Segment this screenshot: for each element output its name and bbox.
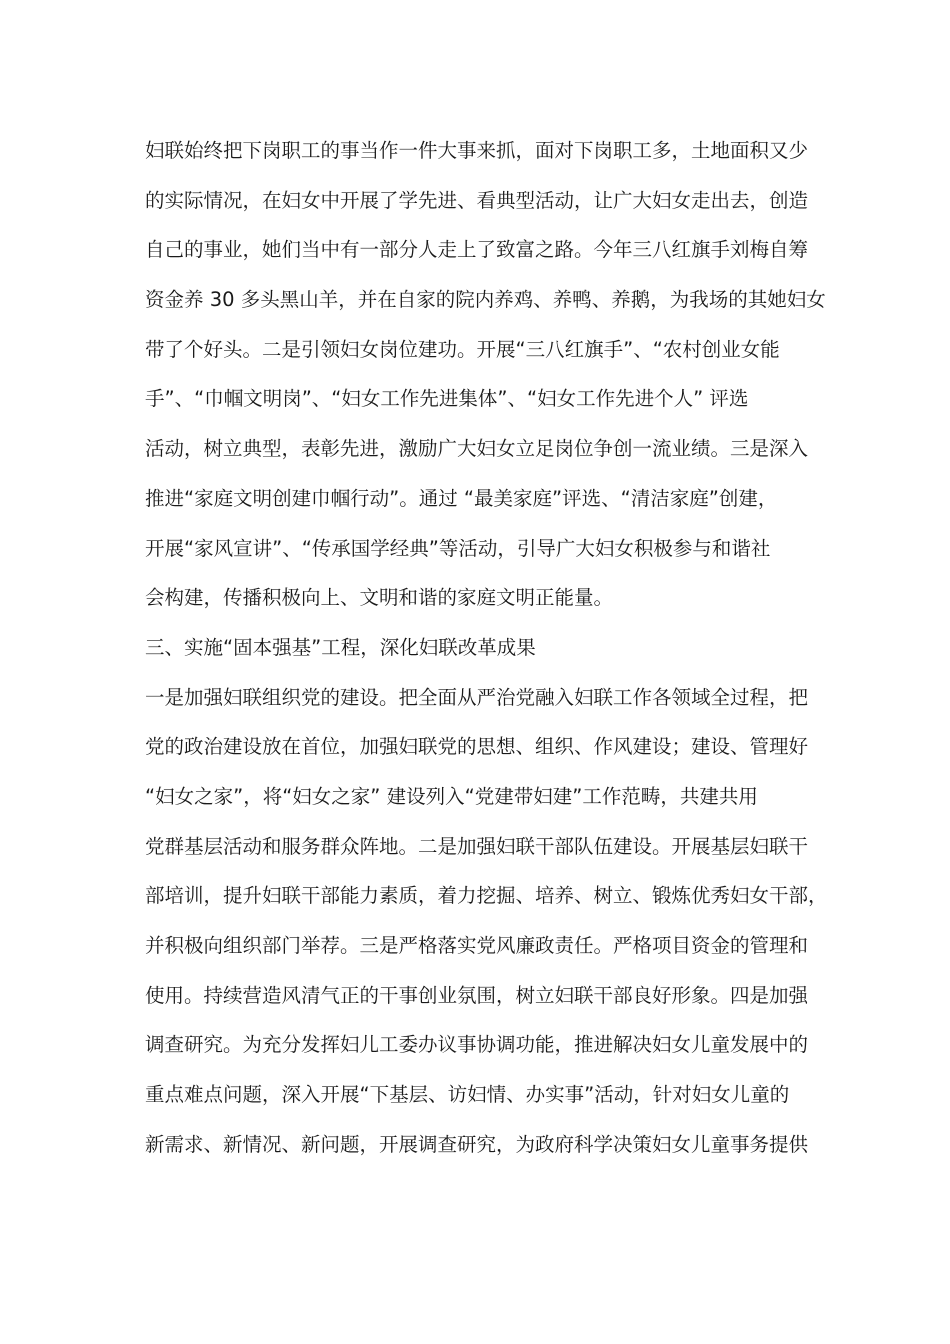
text-line: 部培训，提升妇联干部能力素质，着力挖掘、培养、树立、锻炼优秀妇女干部， [145, 884, 828, 908]
text-line: 资金养 30 多头黑山羊，并在自家的院内养鸡、养鸭、养鹅，为我场的其她妇女 [145, 288, 826, 312]
text-line: 妇联始终把下岗职工的事当作一件大事来抓，面对下岗职工多，土地面积又少 [145, 139, 809, 162]
text-line: 开展“家风宣讲”、“传承国学经典”等活动，引导广大妇女积极参与和谐社 [145, 536, 771, 560]
text-line: “妇女之家”，将“妇女之家” 建设列入“党建带妇建”工作范畴，共建共用 [145, 784, 758, 808]
text-line: 新需求、新情况、新问题，开展调查研究，为政府科学决策妇女儿童事务提供 [145, 1132, 809, 1156]
text-line: 手”、“巾帼文明岗”、“妇女工作先进集体”、“妇女工作先进个人” 评选 [145, 387, 749, 411]
text-line: 党的政治建设放在首位，加强妇联党的思想、组织、作风建设；建设、管理好 [145, 735, 809, 759]
text-line: 一是加强妇联组织党的建设。把全面从严治党融入妇联工作各领域全过程，把 [145, 685, 809, 709]
text-line: 并积极向组织部门举荐。三是严格落实党风廉政责任。严格项目资金的管理和 [145, 934, 809, 957]
text-line: 的实际情况，在妇女中开展了学先进、看典型活动，让广大妇女走出去，创造 [145, 188, 809, 212]
text-line: 推进“家庭文明创建巾帼行动”。通过 “最美家庭”评选、“清洁家庭”创建， [145, 486, 778, 510]
text-line: 调查研究。为充分发挥妇儿工委办议事协调功能，推进解决妇女儿童发展中的 [145, 1033, 809, 1057]
text-line: 会构建，传播积极向上、文明和谐的家庭文明正能量。 [145, 586, 614, 610]
body-text [145, 132, 828, 1175]
section-heading: 三、实施“固本强基”工程，深化妇联改革成果 [145, 635, 536, 659]
text-line: 党群基层活动和服务群众阵地。二是加强妇联干部队伍建设。开展基层妇联干 [145, 834, 809, 858]
text-line: 自己的事业，她们当中有一部分人走上了致富之路。今年三八红旗手刘梅自筹 [145, 238, 809, 262]
text-line: 重点难点问题，深入开展“下基层、访妇情、办实事”活动，针对妇女儿童的 [145, 1083, 790, 1107]
text-line: 带了个好头。二是引领妇女岗位建功。开展“三八红旗手”、“农村创业女能 [145, 337, 780, 361]
text-line: 活动，树立典型，表彰先进，激励广大妇女立足岗位争创一流业绩。三是深入 [145, 437, 809, 461]
text-line: 使用。持续营造风清气正的干事创业氛围，树立妇联干部良好形象。四是加强 [145, 983, 809, 1007]
